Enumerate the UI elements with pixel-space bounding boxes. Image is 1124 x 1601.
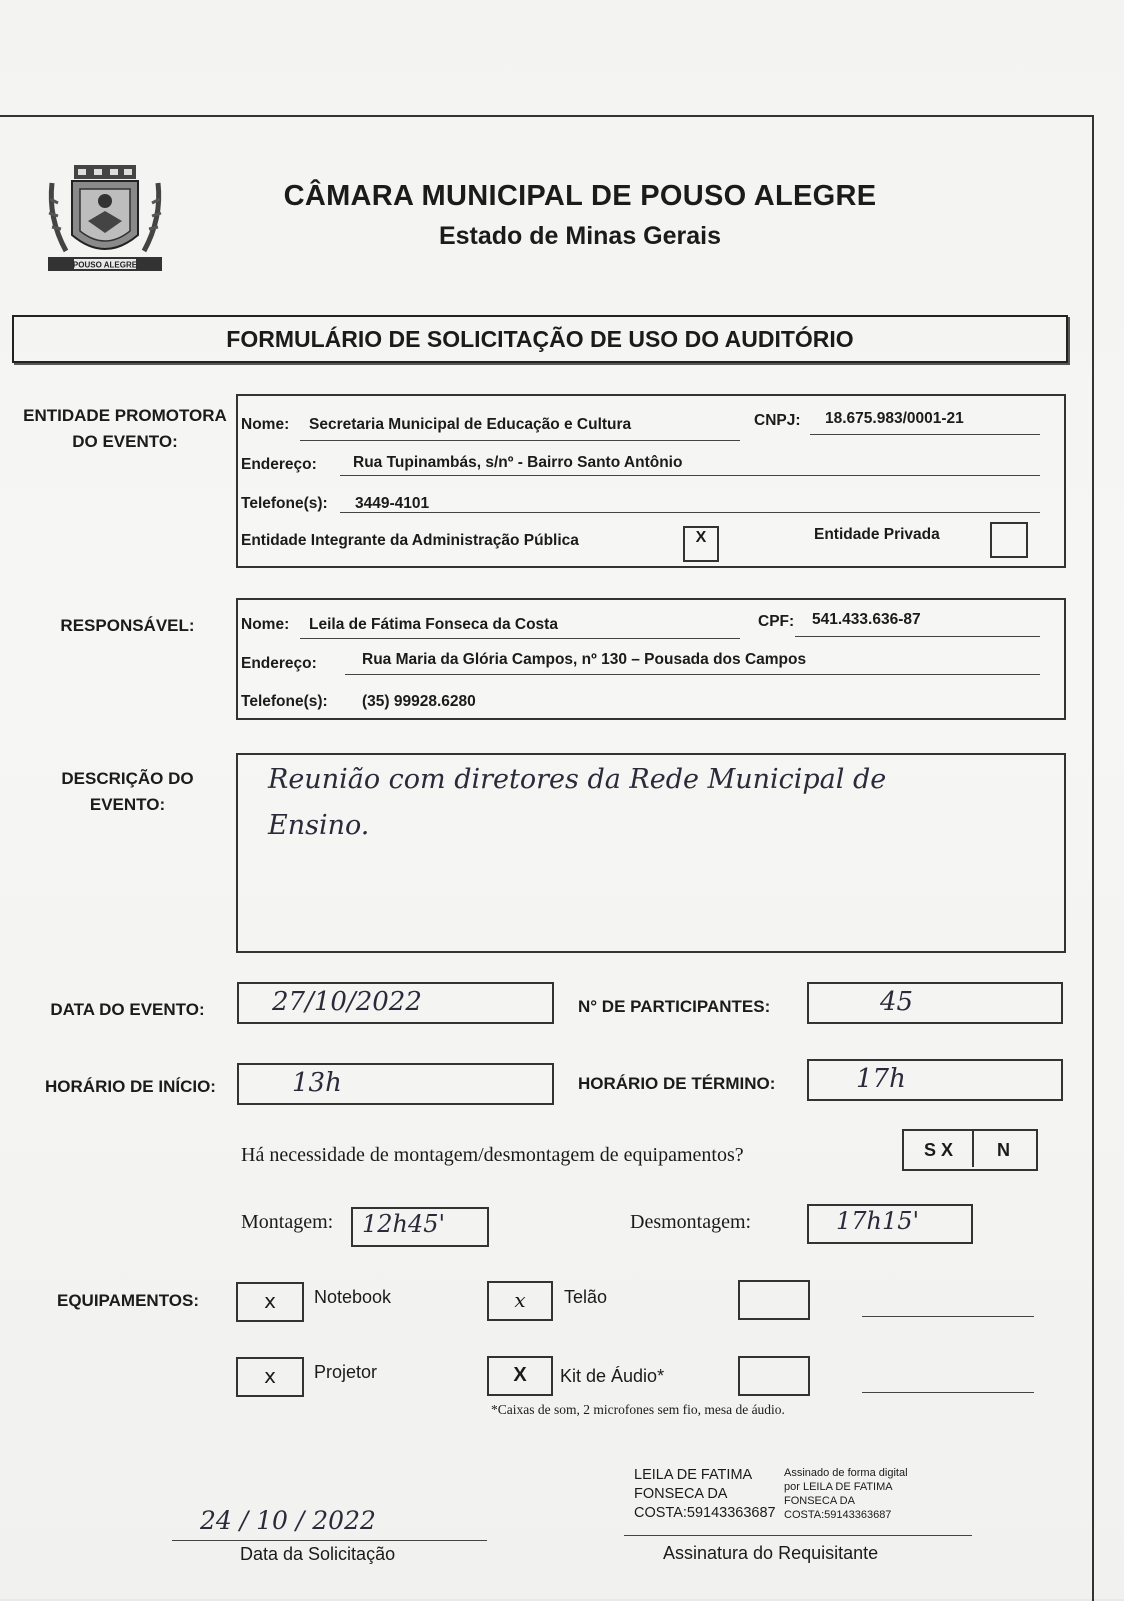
- entidade-cnpj-field[interactable]: 18.675.983/0001-21: [825, 410, 964, 427]
- notebook-checkbox[interactable]: x: [236, 1282, 304, 1322]
- montagem-value: 12h45': [362, 1210, 446, 1238]
- responsavel-nome-underline: [300, 638, 740, 639]
- kit-audio-footnote: *Caixas de som, 2 microfones sem fio, mesa de áudio.: [491, 1402, 785, 1417]
- entidade-section-label: [20, 403, 230, 455]
- sim-option[interactable]: S X: [924, 1140, 954, 1160]
- entidade-privada-label: Entidade Privada: [814, 526, 940, 543]
- entidade-publica-label: Entidade Integrante da Administração Pública: [241, 532, 579, 549]
- entidade-publica-checkbox[interactable]: X: [683, 526, 719, 562]
- desmontagem-label: Desmontagem:: [630, 1211, 752, 1233]
- horario-inicio-box[interactable]: [237, 1063, 554, 1105]
- descricao-label-line2: EVENTO:: [89, 795, 166, 814]
- sim-nao-divider: [972, 1131, 974, 1167]
- horario-inicio-label: HORÁRIO DE INÍCIO:: [45, 1077, 216, 1096]
- digital-line-3: FONSECA DA: [784, 1495, 855, 1507]
- extra-equipamento-line-1: [862, 1316, 1034, 1317]
- entidade-cnpj-underline: [810, 434, 1040, 435]
- extra-equipamento-line-2: [862, 1392, 1034, 1393]
- entidade-endereco-underline: [340, 475, 1040, 476]
- descricao-handwritten-line2: Ensino.: [268, 810, 370, 841]
- assinatura-label: Assinatura do Requisitante: [663, 1543, 879, 1563]
- horario-inicio-value: 13h: [292, 1068, 342, 1098]
- entidade-telefone-underline: [340, 512, 1040, 513]
- telao-label: Telão: [564, 1287, 608, 1307]
- nao-option[interactable]: N: [997, 1140, 1010, 1160]
- responsavel-endereco-underline: [345, 674, 1040, 675]
- projetor-label: Projetor: [314, 1362, 378, 1382]
- participantes-value: 45: [880, 987, 914, 1017]
- signer-line-2: FONSECA DA: [634, 1486, 728, 1502]
- responsavel-nome-label: Nome:: [241, 616, 290, 633]
- responsavel-section-label: RESPONSÁVEL:: [60, 616, 195, 635]
- montagem-question: Há necessidade de montagem/desmontagem de equipamentos?: [241, 1144, 744, 1166]
- equipamentos-label: EQUIPAMENTOS:: [57, 1291, 199, 1310]
- descricao-label-line1: DESCRIÇÃO DO: [61, 769, 194, 788]
- page-title: CÂMARA MUNICIPAL DE POUSO ALEGRE: [283, 180, 877, 212]
- entidade-telefone-label: Telefone(s):: [241, 495, 328, 512]
- data-evento-value: 27/10/2022: [272, 987, 422, 1017]
- entidade-nome-field[interactable]: Secretaria Municipal de Educação e Cultura: [309, 416, 632, 433]
- kit-audio-label: Kit de Áudio*: [560, 1366, 665, 1386]
- assinatura-line: [624, 1535, 972, 1536]
- participantes-label: N° DE PARTICIPANTES:: [578, 997, 771, 1016]
- crest-banner-text: POUSO ALEGRE: [72, 260, 138, 270]
- notebook-label: Notebook: [314, 1287, 392, 1307]
- responsavel-telefone-field[interactable]: (35) 99928.6280: [362, 693, 476, 710]
- form-title: FORMULÁRIO DE SOLICITAÇÃO DE USO DO AUDITÓRIO: [226, 326, 854, 352]
- entidade-nome-underline: [300, 440, 740, 441]
- entidade-label-line2: DO EVENTO:: [72, 432, 178, 451]
- participantes-box[interactable]: [807, 982, 1063, 1024]
- digital-signer-name: [634, 1466, 776, 1523]
- responsavel-cpf-underline: [795, 636, 1040, 637]
- entidade-privada-checkbox[interactable]: [990, 522, 1028, 558]
- desmontagem-value: 17h15': [836, 1207, 920, 1235]
- responsavel-endereco-label: Endereço:: [241, 655, 317, 672]
- entidade-telefone-field[interactable]: 3449-4101: [355, 495, 430, 512]
- extra-equipamento-checkbox-2[interactable]: [738, 1356, 810, 1396]
- entidade-endereco-field[interactable]: Rua Tupinambás, s/nº - Bairro Santo Antônio: [353, 454, 683, 471]
- montagem-label: Montagem:: [241, 1211, 334, 1233]
- data-solicitacao-line: [172, 1540, 487, 1541]
- entidade-cnpj-label: CNPJ:: [754, 412, 801, 429]
- responsavel-telefone-label: Telefone(s):: [241, 693, 328, 710]
- responsavel-cpf-field[interactable]: 541.433.636-87: [812, 611, 921, 628]
- data-evento-label: DATA DO EVENTO:: [50, 1000, 205, 1019]
- digital-line-1: Assinado de forma digital: [784, 1467, 908, 1479]
- data-solicitacao-value: 24 / 10 / 2022: [200, 1506, 376, 1535]
- entidade-label-line1: ENTIDADE PROMOTORA: [23, 406, 227, 425]
- page-subtitle: Estado de Minas Gerais: [438, 222, 722, 250]
- telao-checkbox[interactable]: x: [487, 1281, 553, 1321]
- data-solicitacao-label: Data da Solicitação: [240, 1544, 396, 1564]
- digital-line-2: por LEILA DE FATIMA: [784, 1481, 893, 1493]
- projetor-checkbox[interactable]: x: [236, 1357, 304, 1397]
- responsavel-cpf-label: CPF:: [758, 613, 795, 630]
- entidade-endereco-label: Endereço:: [241, 456, 317, 473]
- descricao-handwritten-line1: Reunião com diretores da Rede Municipal de: [268, 764, 887, 795]
- digital-signature-stamp: [784, 1466, 908, 1522]
- responsavel-endereco-field[interactable]: Rua Maria da Glória Campos, nº 130 – Pousada dos Campos: [362, 651, 807, 668]
- sim-nao-box: [902, 1129, 1038, 1171]
- responsavel-nome-field[interactable]: Leila de Fátima Fonseca da Costa: [309, 616, 558, 633]
- horario-termino-value: 17h: [856, 1064, 906, 1094]
- entidade-nome-label: Nome:: [241, 416, 290, 433]
- signer-line-3: COSTA:59143363687: [634, 1505, 776, 1521]
- kit-audio-checkbox[interactable]: X: [487, 1356, 553, 1396]
- horario-termino-label: HORÁRIO DE TÉRMINO:: [578, 1074, 776, 1093]
- digital-line-4: COSTA:59143363687: [784, 1509, 892, 1521]
- horario-termino-box[interactable]: [807, 1059, 1063, 1101]
- extra-equipamento-checkbox-1[interactable]: [738, 1280, 810, 1320]
- descricao-section-label: [20, 766, 235, 818]
- form-title-box: [12, 315, 1068, 363]
- signer-line-1: LEILA DE FATIMA: [634, 1467, 753, 1483]
